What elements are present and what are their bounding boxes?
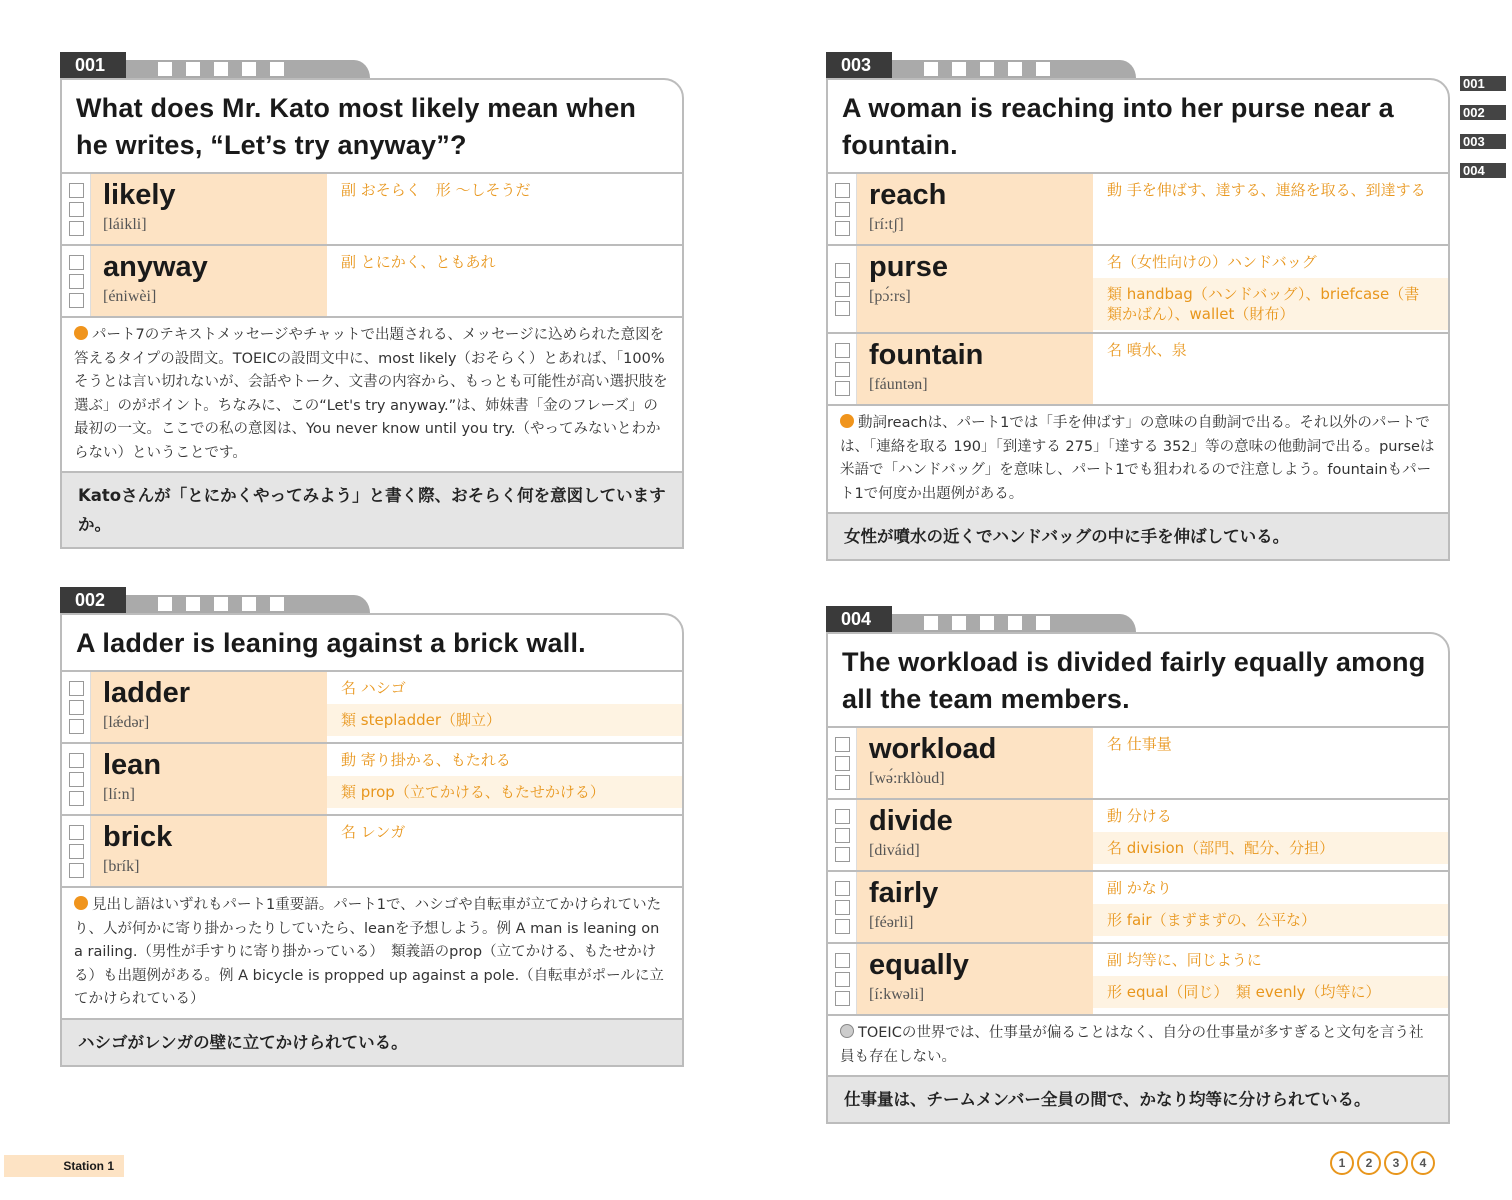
pronunciation: [éniwèi] (103, 288, 157, 305)
checkbox[interactable] (835, 847, 850, 862)
checkbox-group[interactable] (62, 744, 91, 814)
question-sentence: The workload is divided fairly equally among all the team members. (828, 634, 1448, 728)
station-label: Station 1 (4, 1155, 124, 1177)
checkbox-group[interactable] (828, 944, 857, 1014)
checkbox[interactable] (69, 183, 84, 198)
card-003 (826, 52, 1450, 561)
card-number: 002 (60, 587, 126, 613)
explanation-note (62, 318, 682, 473)
explanation-note (828, 1016, 1448, 1077)
checkbox[interactable] (835, 362, 850, 377)
checkbox-group[interactable] (828, 246, 857, 332)
word-row (62, 672, 682, 744)
definition: 副 とにかく、ともあれ (341, 253, 496, 271)
headword: purse (869, 251, 948, 283)
explanation-note (62, 888, 682, 1020)
pronunciation: [lǽdər] (103, 714, 150, 731)
checkbox[interactable] (835, 282, 850, 297)
checkbox[interactable] (835, 809, 850, 824)
headword: brick (103, 821, 173, 853)
word-row (828, 334, 1448, 406)
index-tab[interactable]: 001 (1460, 76, 1506, 91)
audio-track-icon: 2 (1357, 1151, 1381, 1175)
checkbox[interactable] (835, 881, 850, 896)
checkbox-group[interactable] (62, 246, 91, 316)
checkbox[interactable] (69, 202, 84, 217)
card-body (60, 613, 684, 1067)
headword: fountain (869, 339, 984, 371)
card-002 (60, 587, 684, 1067)
pronunciation: [diváid] (869, 842, 920, 859)
pronunciation: [wə́:rklòud] (869, 770, 945, 787)
checkbox[interactable] (69, 221, 84, 236)
translation: ハシゴがレンガの壁に立てかけられている。 (62, 1020, 682, 1065)
checkbox[interactable] (69, 791, 84, 806)
checkbox-group[interactable] (828, 800, 857, 870)
checkbox[interactable] (835, 919, 850, 934)
checkbox[interactable] (835, 221, 850, 236)
definition: 名 ハシゴ (341, 679, 406, 697)
word-row (828, 728, 1448, 800)
word-row (62, 744, 682, 816)
checkbox[interactable] (835, 900, 850, 915)
synonym: 名 division（部門、配分、分担） (1093, 832, 1448, 864)
definition: 名 噴水、泉 (1107, 341, 1187, 359)
definition: 副 均等に、同じように (1107, 951, 1262, 969)
word-row (62, 174, 682, 246)
synonym: 類 stepladder（脚立） (327, 704, 682, 736)
pronunciation: [lí:n] (103, 786, 135, 803)
card-header-tab (826, 606, 1450, 632)
definition: 副 おそらく 形 ～しそうだ (341, 181, 531, 199)
point-icon (74, 896, 88, 910)
translation: 仕事量は、チームメンバー全員の間で、かなり均等に分けられている。 (828, 1077, 1448, 1122)
question-sentence: What does Mr. Kato most likely mean when he writes, “Let’s try anyway”? (62, 80, 682, 174)
definition: 名（女性向けの）ハンドバッグ (1107, 253, 1317, 271)
headword: ladder (103, 677, 191, 709)
checkbox[interactable] (835, 183, 850, 198)
headword: workload (869, 733, 997, 765)
card-header-tab (60, 52, 684, 78)
checkbox-group[interactable] (62, 816, 91, 886)
checkbox[interactable] (835, 972, 850, 987)
word-row (828, 246, 1448, 334)
headword: lean (103, 749, 162, 781)
synonym: 形 fair（まずまずの、公平な） (1093, 904, 1448, 936)
checkbox[interactable] (835, 991, 850, 1006)
audio-track-icon: 3 (1384, 1151, 1408, 1175)
definition: 動 手を伸ばす、達する、連絡を取る、到達する (1107, 181, 1426, 199)
checkbox[interactable] (69, 844, 84, 859)
headword: reach (869, 179, 947, 211)
checkbox-group[interactable] (828, 872, 857, 942)
question-sentence: A ladder is leaning against a brick wall. (62, 615, 682, 672)
word-row (828, 872, 1448, 944)
checkbox[interactable] (69, 863, 84, 878)
checkbox[interactable] (835, 828, 850, 843)
checkbox[interactable] (835, 301, 850, 316)
checkbox[interactable] (835, 343, 850, 358)
headword: divide (869, 805, 953, 837)
definition: 名 仕事量 (1107, 735, 1172, 753)
card-001 (60, 52, 684, 549)
checkbox[interactable] (835, 381, 850, 396)
character-icon (840, 1024, 854, 1038)
headword: likely (103, 179, 176, 211)
checkbox-group[interactable] (828, 174, 857, 244)
definition: 動 分ける (1107, 807, 1172, 825)
checkbox[interactable] (69, 681, 84, 696)
word-row (62, 816, 682, 888)
note-text: 見出し語はいずれもパート1重要語。パート1で、ハシゴや自転車が立てかけられていたり、人が何かに寄り掛かったりしていたら、leanを予想しよう。例 A man is leaning on a railing.（男性が手すりに寄り掛かっている） 類義語のprop（立てかける、もたせかける）も出題例がある。例 A bicycle is propped up against a pole.（自転車がポールに立てかけられている） (74, 897, 664, 1007)
audio-track-icon: 4 (1411, 1151, 1435, 1175)
checkbox[interactable] (69, 772, 84, 787)
card-body (826, 78, 1450, 561)
checkbox[interactable] (69, 255, 84, 270)
card-body (60, 78, 684, 549)
checkbox[interactable] (69, 753, 84, 768)
definition: 名 レンガ (341, 823, 406, 841)
index-tab[interactable]: 002 (1460, 105, 1506, 120)
word-row (62, 246, 682, 318)
pronunciation: [pɔ́:rs] (869, 288, 911, 305)
pronunciation: [láikli] (103, 216, 147, 233)
checkbox[interactable] (69, 274, 84, 289)
question-sentence: A woman is reaching into her purse near a fountain. (828, 80, 1448, 174)
synonym: 類 prop（立てかける、もたせかける） (327, 776, 682, 808)
headword: fairly (869, 877, 939, 909)
pronunciation: [fáuntən] (869, 376, 928, 393)
checkbox[interactable] (69, 719, 84, 734)
checkbox-group[interactable] (828, 728, 857, 798)
card-number: 001 (60, 52, 126, 78)
checkbox[interactable] (69, 293, 84, 308)
checkbox[interactable] (835, 737, 850, 752)
definition: 動 寄り掛かる、もたれる (341, 751, 511, 769)
card-body (826, 632, 1450, 1124)
point-icon (840, 414, 854, 428)
checkbox[interactable] (69, 700, 84, 715)
pronunciation: [rí:tʃ] (869, 216, 904, 233)
audio-track-icon: 1 (1330, 1151, 1354, 1175)
index-tab[interactable]: 003 (1460, 134, 1506, 149)
checkbox-group[interactable] (62, 672, 91, 742)
definition: 副 かなり (1107, 879, 1172, 897)
note-text: パート7のテキストメッセージやチャットで出題される、メッセージに込められた意図を答えるタイプの設問文。TOEICの設問文中に、most likely（おそらく）とあれば、「100%そうとは言い切れないが、会話やトーク、文書の内容から、もっとも可能性が高い選択肢を選ぶ」のがポイント。ちなみに、この“Let's try anyway.”は、姉妹書「金のフレーズ」の最初の一文。ここでの私の意図は、You never know until you try.（やってみないとわからない）ということです。 (74, 327, 668, 461)
word-row (828, 944, 1448, 1016)
pronunciation: [brík] (103, 858, 140, 875)
card-number: 004 (826, 606, 892, 632)
checkbox[interactable] (69, 825, 84, 840)
card-004 (826, 606, 1450, 1124)
checkbox[interactable] (835, 775, 850, 790)
index-tabs (1460, 76, 1506, 192)
checkbox[interactable] (835, 202, 850, 217)
synonym: 類 handbag（ハンドバッグ）、briefcase（書類かばん）、wallet（財布） (1093, 278, 1448, 330)
synonym: 形 equal（同じ） 類 evenly（均等に） (1093, 976, 1448, 1008)
checkbox[interactable] (835, 756, 850, 771)
word-row (828, 174, 1448, 246)
pronunciation: [í:kwəli] (869, 986, 925, 1003)
card-header-tab (60, 587, 684, 613)
card-number: 003 (826, 52, 892, 78)
index-tab[interactable]: 004 (1460, 163, 1506, 178)
translation: 女性が噴水の近くでハンドバッグの中に手を伸ばしている。 (828, 514, 1448, 559)
note-text: TOEICの世界では、仕事量が偏ることはなく、自分の仕事量が多すぎると文句を言う社員も存在しない。 (840, 1025, 1424, 1065)
checkbox-group[interactable] (828, 334, 857, 404)
checkbox-group[interactable] (62, 174, 91, 244)
checkbox[interactable] (835, 263, 850, 278)
note-text: 動詞reachは、パート1では「手を伸ばす」の意味の自動詞で出る。それ以外のパートでは、「連絡を取る 190」「到達する 275」「達する 352」等の意味の他動詞で出る。purseは米語で「ハンドバッグ」を意味し、パート1でも狙われるので注意しよう。fountainもパート1で何度か出題例がある。 (840, 415, 1435, 502)
headword: equally (869, 949, 969, 981)
point-icon (74, 326, 88, 340)
pronunciation: [féərli] (869, 914, 914, 931)
explanation-note (828, 406, 1448, 514)
card-header-tab (826, 52, 1450, 78)
checkbox[interactable] (835, 953, 850, 968)
word-row (828, 800, 1448, 872)
track-number-icons (1330, 1151, 1435, 1175)
translation: Katoさんが「とにかくやってみよう」と書く際、おそらく何を意図していますか。 (62, 473, 682, 547)
headword: anyway (103, 251, 208, 283)
